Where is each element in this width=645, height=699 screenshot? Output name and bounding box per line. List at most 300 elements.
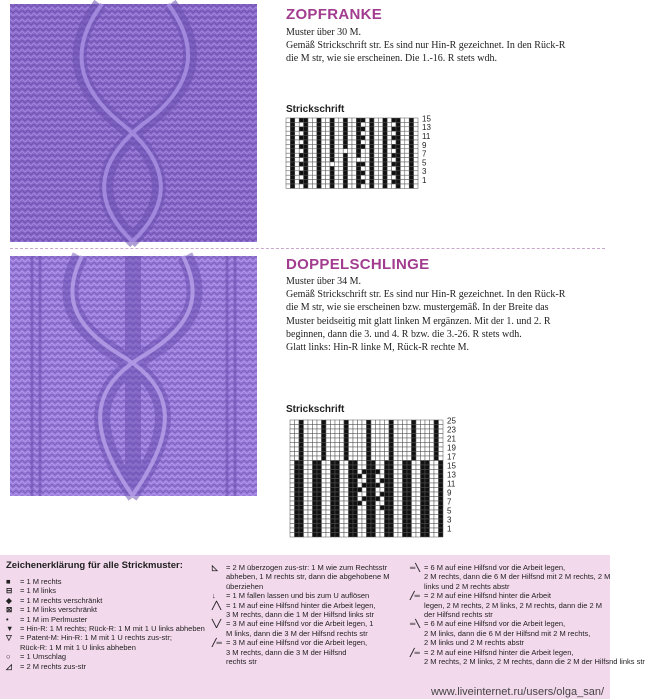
chart-cell bbox=[439, 425, 444, 430]
chart-cell bbox=[352, 144, 356, 148]
chart-cell bbox=[434, 497, 439, 502]
chart-cell bbox=[392, 136, 396, 140]
chart-cell bbox=[362, 479, 367, 484]
chart-cell bbox=[340, 479, 345, 484]
chart-cell bbox=[334, 180, 338, 184]
chart-cell bbox=[387, 144, 391, 148]
chart-cell bbox=[304, 127, 308, 131]
chart-cell bbox=[349, 429, 354, 434]
chart-cell bbox=[365, 171, 369, 175]
chart-cell bbox=[385, 434, 390, 439]
chart-cell bbox=[312, 140, 316, 144]
chart-cell bbox=[295, 533, 300, 538]
chart-cell bbox=[439, 488, 444, 493]
chart-cell bbox=[380, 434, 385, 439]
chart-cell bbox=[365, 131, 369, 135]
legend-panel bbox=[0, 555, 645, 699]
chart-cell bbox=[405, 162, 409, 166]
chart-cell bbox=[335, 528, 340, 533]
chart-cell bbox=[380, 515, 385, 520]
chart-cell bbox=[317, 533, 322, 538]
chart-cell bbox=[434, 438, 439, 443]
chart-cell bbox=[414, 180, 418, 184]
legend-symbol: ◺ bbox=[212, 563, 218, 572]
chart-cell bbox=[409, 118, 413, 122]
text-line: die M str, wie sie erscheinen. Die 1.-16. R stets wdh. bbox=[286, 53, 497, 65]
chart-cell bbox=[412, 474, 417, 479]
chart-cell bbox=[407, 488, 412, 493]
chart-cell bbox=[304, 533, 309, 538]
chart-cell bbox=[387, 131, 391, 135]
chart-cell bbox=[376, 443, 381, 448]
chart-cell bbox=[356, 175, 360, 179]
chart-cell bbox=[344, 443, 349, 448]
chart-cell bbox=[317, 470, 322, 475]
chart-cell bbox=[365, 166, 369, 170]
chart-cell bbox=[348, 127, 352, 131]
chart-cell bbox=[321, 140, 325, 144]
chart-cell bbox=[414, 162, 418, 166]
chart-cell bbox=[313, 515, 318, 520]
legend-text: M links, dann die 3 M der Hilfsnd rechts str bbox=[226, 628, 368, 638]
chart-cell bbox=[340, 488, 345, 493]
chart-cell bbox=[352, 127, 356, 131]
chart-cell bbox=[376, 461, 381, 466]
legend-symbol: ◿ bbox=[6, 661, 12, 671]
chart-cell bbox=[334, 131, 338, 135]
chart-cell bbox=[439, 456, 444, 461]
chart-cell bbox=[412, 533, 417, 538]
chart-cell bbox=[308, 149, 312, 153]
chart-cell bbox=[439, 506, 444, 511]
chart-cell bbox=[412, 506, 417, 511]
chart-cell bbox=[387, 127, 391, 131]
chart-cell bbox=[299, 515, 304, 520]
chart-cell bbox=[414, 158, 418, 162]
chart-cell bbox=[361, 118, 365, 122]
chart-cell bbox=[367, 479, 372, 484]
chart-cell bbox=[340, 533, 345, 538]
chart-cell bbox=[317, 479, 322, 484]
chart-cell bbox=[362, 515, 367, 520]
chart-cell bbox=[380, 461, 385, 466]
chart-cell bbox=[335, 429, 340, 434]
chart-cell bbox=[343, 122, 347, 126]
chart-cell bbox=[403, 515, 408, 520]
chart-cell bbox=[358, 452, 363, 457]
chart-cell bbox=[362, 528, 367, 533]
chart-cell bbox=[344, 461, 349, 466]
legend-symbol: ═╲ bbox=[410, 563, 420, 572]
chart-cell bbox=[380, 492, 385, 497]
chart-cell bbox=[398, 474, 403, 479]
chart-cell bbox=[356, 184, 360, 188]
chart-cell bbox=[389, 461, 394, 466]
chart-cell bbox=[425, 438, 430, 443]
chart-cell bbox=[349, 474, 354, 479]
legend-entry bbox=[410, 582, 645, 591]
chart-cell bbox=[389, 488, 394, 493]
chart-cell bbox=[409, 140, 413, 144]
chart-cell bbox=[434, 501, 439, 506]
chart-cell bbox=[295, 166, 299, 170]
chart-cell bbox=[380, 501, 385, 506]
chart-cell bbox=[374, 166, 378, 170]
chart-cell bbox=[304, 510, 309, 515]
chart-cell bbox=[340, 452, 345, 457]
legend-symbol: ⊟ bbox=[6, 586, 13, 596]
chart-cell bbox=[380, 456, 385, 461]
chart-cell bbox=[312, 127, 316, 131]
chart-cell bbox=[430, 452, 435, 457]
chart-cell bbox=[416, 533, 421, 538]
chart-cell bbox=[321, 118, 325, 122]
chart-cell bbox=[398, 420, 403, 425]
chart-cell bbox=[353, 501, 358, 506]
chart-cell bbox=[299, 166, 303, 170]
chart-cell bbox=[290, 180, 294, 184]
chart-cell bbox=[295, 447, 300, 452]
chart-cell bbox=[374, 149, 378, 153]
chart-cell bbox=[334, 144, 338, 148]
chart-cell bbox=[290, 162, 294, 166]
chart-cell bbox=[290, 122, 294, 126]
chart-cell bbox=[416, 497, 421, 502]
chart-cell bbox=[313, 533, 318, 538]
legend-symbol: ■ bbox=[6, 577, 11, 586]
chart-cell bbox=[421, 470, 426, 475]
chart-cell bbox=[304, 184, 308, 188]
legend-entry bbox=[410, 629, 645, 638]
chart-cell bbox=[358, 470, 363, 475]
chart-cell bbox=[299, 443, 304, 448]
chart-cell bbox=[290, 127, 294, 131]
chart-cell bbox=[326, 479, 331, 484]
chart-cell bbox=[398, 519, 403, 524]
chart-cell bbox=[344, 420, 349, 425]
row-number: 5 bbox=[447, 506, 452, 516]
chart-cell bbox=[394, 461, 399, 466]
chart-cell bbox=[322, 452, 327, 457]
chart-cell bbox=[321, 144, 325, 148]
legend-text: = 1 M auf eine Hilfsnd hinter die Arbeit legen, bbox=[226, 600, 376, 610]
chart-cell bbox=[317, 497, 322, 502]
chart-cell bbox=[434, 420, 439, 425]
footer-url: www.liveinternet.ru/users/olga_san/ bbox=[430, 685, 604, 698]
chart-cell bbox=[394, 501, 399, 506]
chart-cell bbox=[398, 438, 403, 443]
chart-cell bbox=[367, 425, 372, 430]
chart-cell bbox=[331, 452, 336, 457]
chart-cell bbox=[416, 420, 421, 425]
chart-cell bbox=[361, 180, 365, 184]
chart-cell bbox=[344, 438, 349, 443]
chart-cell bbox=[370, 175, 374, 179]
chart-cell bbox=[416, 488, 421, 493]
chart-cell bbox=[295, 479, 300, 484]
chart-cell bbox=[322, 465, 327, 470]
chart-cell bbox=[394, 456, 399, 461]
chart-cell bbox=[343, 158, 347, 162]
chart-cell bbox=[400, 166, 404, 170]
chart-cell bbox=[349, 515, 354, 520]
chart-cell bbox=[392, 127, 396, 131]
chart-cell bbox=[295, 184, 299, 188]
chart-cell bbox=[409, 153, 413, 157]
chart-cell bbox=[392, 131, 396, 135]
chart-cell bbox=[421, 501, 426, 506]
chart-cell bbox=[394, 492, 399, 497]
chart-cell bbox=[430, 515, 435, 520]
chart-cell bbox=[371, 483, 376, 488]
chart-cell bbox=[349, 420, 354, 425]
chart-cell bbox=[414, 136, 418, 140]
chart-cell bbox=[367, 438, 372, 443]
chart-cell bbox=[295, 488, 300, 493]
chart-cell bbox=[295, 122, 299, 126]
chart-cell bbox=[405, 184, 409, 188]
chart-cell bbox=[343, 171, 347, 175]
chart-cell bbox=[421, 434, 426, 439]
chart-cell bbox=[434, 533, 439, 538]
chart-cell bbox=[434, 506, 439, 511]
chart-cell bbox=[412, 425, 417, 430]
chart-cell bbox=[290, 533, 295, 538]
chart-cell bbox=[322, 528, 327, 533]
chart-cell bbox=[312, 180, 316, 184]
chart-cell bbox=[339, 158, 343, 162]
chart-cell bbox=[361, 184, 365, 188]
chart-cell bbox=[383, 144, 387, 148]
chart-cell bbox=[326, 456, 331, 461]
chart-cell bbox=[322, 515, 327, 520]
chart-cell bbox=[430, 501, 435, 506]
chart-cell bbox=[403, 438, 408, 443]
chart-cell bbox=[348, 149, 352, 153]
chart-cell bbox=[412, 429, 417, 434]
chart-cell bbox=[414, 144, 418, 148]
chart-cell bbox=[308, 118, 312, 122]
chart-cell bbox=[358, 519, 363, 524]
chart-cell bbox=[308, 420, 313, 425]
chart-cell bbox=[344, 506, 349, 511]
chart-cell bbox=[400, 127, 404, 131]
chart-cell bbox=[308, 434, 313, 439]
chart-cell bbox=[367, 461, 372, 466]
chart-cell bbox=[389, 465, 394, 470]
chart-cell bbox=[344, 479, 349, 484]
chart-cell bbox=[295, 461, 300, 466]
chart-cell bbox=[308, 492, 313, 497]
chart-cell bbox=[349, 470, 354, 475]
chart-cell bbox=[344, 497, 349, 502]
chart-cell bbox=[317, 429, 322, 434]
legend-text: Rück-R: 1 M mit 1 U links abheben bbox=[20, 642, 136, 652]
chart-cell bbox=[405, 175, 409, 179]
chart-cell bbox=[326, 483, 331, 488]
chart-cell bbox=[407, 443, 412, 448]
chart-cell bbox=[392, 140, 396, 144]
chart-cell bbox=[430, 465, 435, 470]
chart-cell bbox=[387, 180, 391, 184]
chart-cell bbox=[416, 506, 421, 511]
chart-cell bbox=[378, 127, 382, 131]
chart-cell bbox=[326, 470, 331, 475]
text-line: Muster über 34 M. bbox=[286, 276, 361, 287]
chart-cell bbox=[425, 510, 430, 515]
chart-cell bbox=[416, 429, 421, 434]
chart-cell bbox=[290, 175, 294, 179]
chart-cell bbox=[430, 483, 435, 488]
chart-cell bbox=[407, 510, 412, 515]
chart-cell bbox=[412, 420, 417, 425]
chart-cell bbox=[304, 461, 309, 466]
chart-cell bbox=[322, 429, 327, 434]
chart-cell bbox=[398, 470, 403, 475]
chart-cell bbox=[340, 438, 345, 443]
chart-cell bbox=[358, 501, 363, 506]
chart-cell bbox=[380, 479, 385, 484]
chart-cell bbox=[304, 443, 309, 448]
chart-cell bbox=[378, 166, 382, 170]
chart-cell bbox=[299, 483, 304, 488]
section-divider bbox=[10, 248, 605, 249]
chart-cell bbox=[317, 425, 322, 430]
chart-cell bbox=[412, 528, 417, 533]
chart-cell bbox=[290, 528, 295, 533]
chart-cell bbox=[421, 528, 426, 533]
chart-cell bbox=[308, 524, 313, 529]
chart-cell bbox=[358, 492, 363, 497]
chart-cell bbox=[313, 447, 318, 452]
chart-cell bbox=[371, 510, 376, 515]
chart-cell bbox=[380, 506, 385, 511]
chart-cell bbox=[308, 515, 313, 520]
chart-cell bbox=[370, 144, 374, 148]
chart-cell bbox=[376, 420, 381, 425]
chart-cell bbox=[348, 184, 352, 188]
chart-cell bbox=[376, 497, 381, 502]
chart-cell bbox=[334, 162, 338, 166]
chart-cell bbox=[398, 497, 403, 502]
doppelschlinge-photo bbox=[10, 256, 257, 496]
chart-cell bbox=[374, 118, 378, 122]
chart-cell bbox=[361, 171, 365, 175]
legend-symbol: ⊠ bbox=[6, 605, 13, 615]
chart-cell bbox=[304, 425, 309, 430]
chart-cell bbox=[299, 429, 304, 434]
chart-cell bbox=[308, 144, 312, 148]
chart-cell bbox=[343, 149, 347, 153]
chart-cell bbox=[295, 492, 300, 497]
chart-cell bbox=[407, 479, 412, 484]
chart-cell bbox=[340, 429, 345, 434]
chart-cell bbox=[358, 483, 363, 488]
chart-cell bbox=[335, 506, 340, 511]
chart-cell bbox=[439, 452, 444, 457]
chart-cell bbox=[394, 479, 399, 484]
row-number: 15 bbox=[447, 461, 456, 471]
chart-cell bbox=[308, 425, 313, 430]
chart-cell bbox=[400, 122, 404, 126]
chart-cell bbox=[416, 483, 421, 488]
chart-cell bbox=[331, 492, 336, 497]
chart-cell bbox=[290, 118, 294, 122]
chart-cell bbox=[396, 158, 400, 162]
chart-cell bbox=[374, 158, 378, 162]
chart-cell bbox=[340, 425, 345, 430]
chart-cell bbox=[407, 447, 412, 452]
chart-cell bbox=[304, 524, 309, 529]
chart-cell bbox=[313, 524, 318, 529]
chart-cell bbox=[434, 429, 439, 434]
chart-cell bbox=[392, 149, 396, 153]
section-title-doppelschlinge: DOPPELSCHLINGE bbox=[286, 256, 430, 273]
chart-cell bbox=[403, 452, 408, 457]
chart-cell bbox=[434, 488, 439, 493]
chart-cell bbox=[387, 175, 391, 179]
chart-cell bbox=[403, 533, 408, 538]
chart-cell bbox=[299, 131, 303, 135]
chart-cell bbox=[317, 447, 322, 452]
chart-cell bbox=[385, 506, 390, 511]
chart-cell bbox=[295, 434, 300, 439]
chart-cell bbox=[378, 180, 382, 184]
chart-cell bbox=[312, 162, 316, 166]
chart-cell bbox=[387, 166, 391, 170]
chart-cell bbox=[331, 461, 336, 466]
chart-cell bbox=[380, 452, 385, 457]
legend-symbol: ◆ bbox=[6, 595, 12, 605]
chart-cell bbox=[385, 519, 390, 524]
chart-cell bbox=[349, 501, 354, 506]
chart-cell bbox=[299, 144, 303, 148]
chart-cell bbox=[313, 492, 318, 497]
chart-cell bbox=[380, 438, 385, 443]
chart-cell bbox=[389, 438, 394, 443]
chart-cell bbox=[330, 144, 334, 148]
chart-cell bbox=[312, 118, 316, 122]
chart-cell bbox=[400, 140, 404, 144]
chart-cell bbox=[312, 166, 316, 170]
chart-cell bbox=[371, 515, 376, 520]
chart-cell bbox=[396, 140, 400, 144]
chart-cell bbox=[425, 524, 430, 529]
chart-cell bbox=[358, 438, 363, 443]
chart-cell bbox=[430, 425, 435, 430]
chart-cell bbox=[409, 184, 413, 188]
chart-cell bbox=[358, 443, 363, 448]
chart-cell bbox=[403, 447, 408, 452]
chart-cell bbox=[392, 144, 396, 148]
chart-cell bbox=[356, 149, 360, 153]
chart-cell bbox=[403, 510, 408, 515]
chart-cell bbox=[334, 122, 338, 126]
chart-cell bbox=[326, 438, 331, 443]
chart-cell bbox=[405, 149, 409, 153]
chart-cell bbox=[374, 140, 378, 144]
chart-cell bbox=[374, 180, 378, 184]
chart-cell bbox=[340, 474, 345, 479]
chart-cell bbox=[389, 470, 394, 475]
chart-cell bbox=[321, 131, 325, 135]
chart-cell bbox=[330, 136, 334, 140]
chart-cell bbox=[299, 158, 303, 162]
chart-cell bbox=[396, 127, 400, 131]
chart-cell bbox=[304, 180, 308, 184]
chart-cell bbox=[361, 122, 365, 126]
chart-cell bbox=[352, 122, 356, 126]
